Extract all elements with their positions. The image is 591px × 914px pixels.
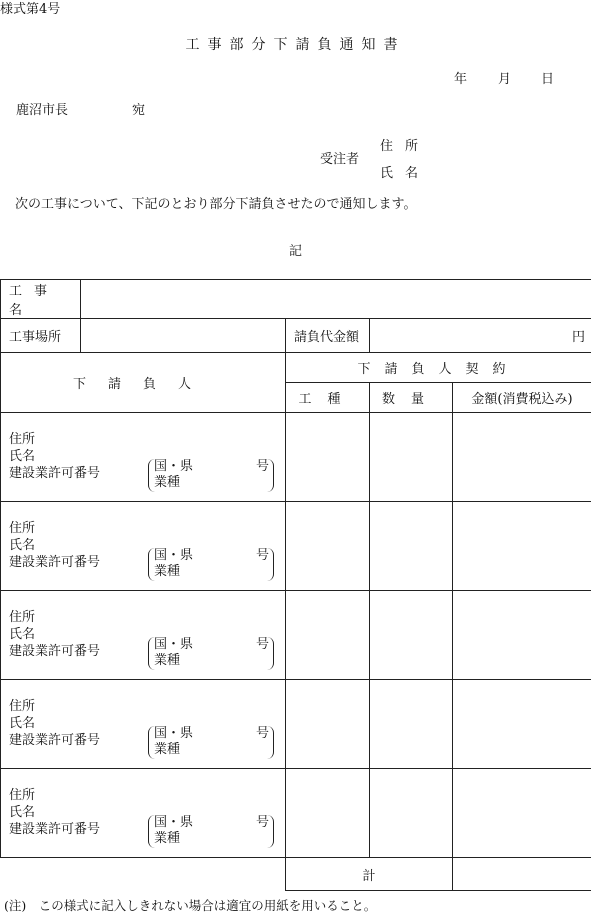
license-number-suffix: 号 [256, 637, 269, 653]
total-row [1, 858, 591, 891]
quantity-field[interactable] [370, 591, 453, 680]
license-industry-label: 業種 [154, 831, 180, 847]
license-issuer-label: 国・県 [154, 815, 193, 831]
sub-address-label: 住所 [9, 609, 100, 626]
sub-address-label: 住所 [9, 520, 100, 537]
sub-name-label: 氏名 [9, 537, 100, 554]
license-number-suffix: 号 [256, 548, 269, 564]
license-bracket [148, 637, 274, 670]
license-number-suffix: 号 [256, 726, 269, 742]
project-name-field[interactable] [81, 280, 591, 319]
contractor-address-label: 住所 [380, 135, 430, 154]
amount-field[interactable] [453, 680, 591, 769]
contract-header-row [1, 353, 591, 383]
amount-field[interactable] [453, 591, 591, 680]
subcontract-table [0, 279, 591, 891]
col-work-type: 工種 [286, 383, 370, 413]
license-industry-label: 業種 [154, 742, 180, 758]
work-type-field[interactable] [286, 769, 370, 858]
total-amount-field[interactable] [453, 858, 591, 891]
sub-license-label: 建設業許可番号 [9, 821, 100, 838]
total-label: 計 [286, 858, 453, 891]
yen-unit: 円 [572, 330, 585, 345]
sub-address-label: 住所 [9, 787, 100, 804]
license-issuer-label: 国・県 [154, 548, 193, 564]
license-number-suffix: 号 [256, 815, 269, 831]
col-amount: 金額(消費税込み) [453, 383, 591, 413]
work-type-field[interactable] [286, 502, 370, 591]
date-day-label: 日 [541, 68, 554, 87]
license-industry-label: 業種 [154, 475, 180, 491]
project-name-row [1, 280, 591, 319]
amount-field[interactable] [453, 502, 591, 591]
quantity-field[interactable] [370, 680, 453, 769]
subcontractor-row [1, 591, 591, 680]
work-type-field[interactable] [286, 591, 370, 680]
sub-license-label: 建設業許可番号 [9, 465, 100, 482]
col-quantity: 数量 [370, 383, 453, 413]
subcontractor-row [1, 413, 591, 502]
sub-address-label: 住所 [9, 698, 100, 715]
license-industry-label: 業種 [154, 653, 180, 669]
license-bracket [148, 815, 274, 848]
sub-name-label: 氏名 [9, 448, 100, 465]
document-title: 工事部分下請負通知書 [0, 34, 591, 54]
license-issuer-label: 国・県 [154, 459, 193, 475]
license-bracket [148, 459, 274, 492]
sub-license-label: 建設業許可番号 [9, 643, 100, 660]
contractor-name-label: 氏名 [380, 162, 430, 181]
sub-name-label: 氏名 [9, 715, 100, 732]
sub-name-label: 氏名 [9, 804, 100, 821]
subcontractor-info-cell[interactable] [1, 413, 286, 502]
quantity-field[interactable] [370, 502, 453, 591]
recipient: 鹿沼市長 [16, 99, 68, 118]
contract-header: 下請負人契約 [286, 353, 591, 383]
amount-field[interactable] [453, 413, 591, 502]
project-location-label: 工事場所 [1, 319, 81, 353]
quantity-field[interactable] [370, 413, 453, 502]
date-month-label: 月 [498, 68, 511, 87]
license-number-suffix: 号 [256, 459, 269, 475]
contractor-label: 受注者 [320, 148, 359, 167]
sub-license-label: 建設業許可番号 [9, 732, 100, 749]
project-location-field[interactable] [81, 319, 286, 353]
work-type-field[interactable] [286, 680, 370, 769]
subcontractor-info-cell[interactable] [1, 591, 286, 680]
license-industry-label: 業種 [154, 564, 180, 580]
project-location-row [1, 319, 591, 353]
license-issuer-label: 国・県 [154, 726, 193, 742]
date-year-label: 年 [454, 68, 467, 87]
subcontractor-row [1, 680, 591, 769]
form-number: 様式第4号 [0, 0, 60, 17]
sub-address-label: 住所 [9, 431, 100, 448]
subcontractor-header: 下請負人 [1, 353, 286, 413]
footnote: (注) この様式に記入しきれない場合は適宜の用紙を用いること。 [4, 896, 376, 914]
contract-amount-field[interactable] [370, 319, 591, 353]
intro-text: 次の工事について、下記のとおり部分下請負させたので通知します。 [15, 193, 416, 212]
recipient-suffix: 宛 [132, 99, 145, 118]
subcontractor-info-cell[interactable] [1, 502, 286, 591]
license-bracket [148, 726, 274, 759]
subcontractor-row [1, 502, 591, 591]
sub-name-label: 氏名 [9, 626, 100, 643]
ki-heading: 記 [0, 240, 591, 259]
contract-amount-label: 請負代金額 [286, 319, 370, 353]
license-issuer-label: 国・県 [154, 637, 193, 653]
subcontractor-row [1, 769, 591, 858]
license-bracket [148, 548, 274, 581]
quantity-field[interactable] [370, 769, 453, 858]
work-type-field[interactable] [286, 413, 370, 502]
project-name-label: 工事名 [1, 280, 81, 319]
sub-license-label: 建設業許可番号 [9, 554, 100, 571]
amount-field[interactable] [453, 769, 591, 858]
subcontractor-info-cell[interactable] [1, 680, 286, 769]
subcontractor-info-cell[interactable] [1, 769, 286, 858]
